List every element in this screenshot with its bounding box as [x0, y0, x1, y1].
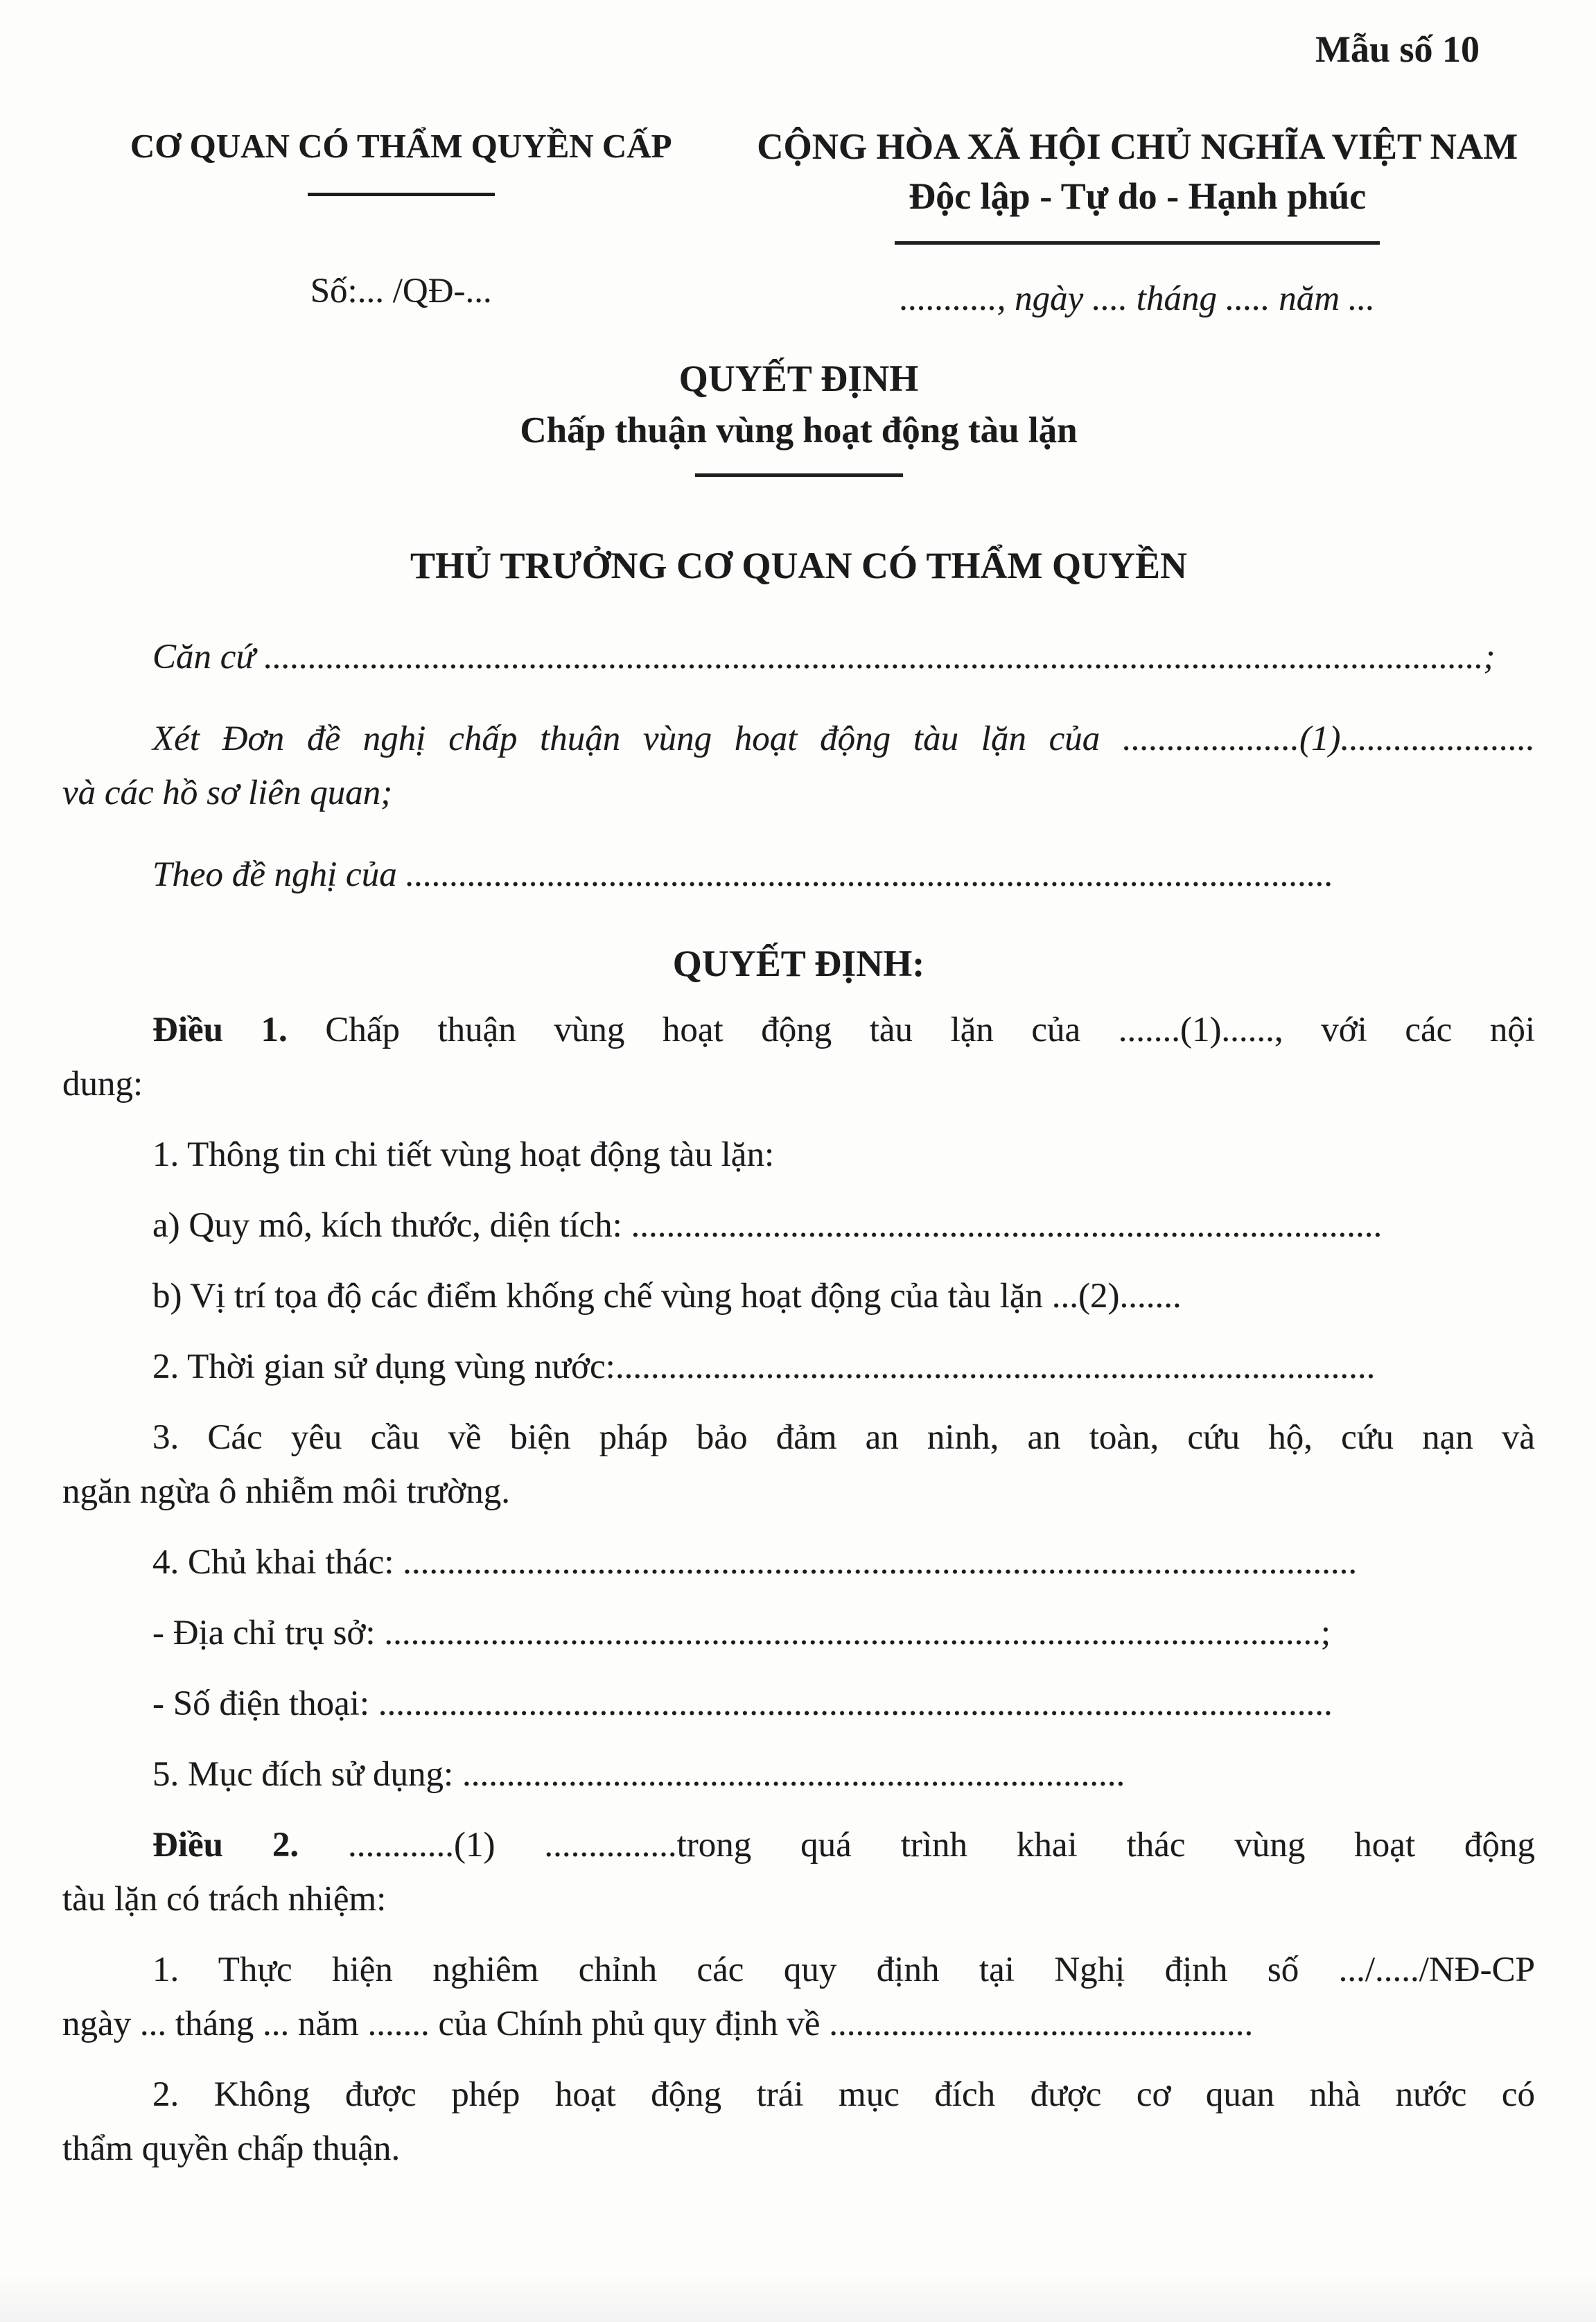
decision-heading: QUYẾT ĐỊNH: — [672, 943, 925, 984]
issuing-authority-block — [62, 125, 740, 321]
preamble — [62, 630, 1535, 902]
body-line: 5. Mục đích sử dụng: ........................................................................... — [152, 1755, 1125, 1794]
preamble-line: và các hồ sơ liên quan; — [62, 774, 393, 812]
preamble-line: Xét Đơn đề nghị chấp thuận vùng hoạt động tàu lặn của ....................(1)...................... — [152, 719, 1535, 758]
national-title: CỘNG HÒA XÃ HỘI CHỦ NGHĨA VIỆT NAM — [757, 127, 1518, 167]
document-title-block — [62, 356, 1535, 477]
article-label: Điều 1. — [152, 1011, 288, 1049]
body-line: 2. Không được phép hoạt động trái mục đích được cơ quan nhà nước có — [152, 2075, 1535, 2114]
issuing-authority-rule — [308, 193, 495, 196]
national-motto: Độc lập - Tự do - Hạnh phúc — [909, 175, 1367, 217]
body-line: 1. Thực hiện nghiêm chỉnh các quy định tại Nghị định số .../...../NĐ-CP — [152, 1950, 1535, 1989]
body-line: Điều 2. ............(1) ...............trong quá trình khai thác vùng hoạt động — [152, 1826, 1535, 1865]
body-line: ngăn ngừa ô nhiễm môi trường. — [62, 1472, 510, 1511]
article-label: Điều 2. — [152, 1826, 299, 1865]
body-line: - Số điện thoại: ............................................................................................................ — [152, 1684, 1333, 1723]
deciding-authority: THỦ TRƯỞNG CƠ QUAN CÓ THẨM QUYỀN — [410, 545, 1188, 586]
document-header — [62, 125, 1535, 321]
body-line: a) Quy mô, kích thước, diện tích: ..................................................................................... — [152, 1206, 1383, 1245]
document-title: QUYẾT ĐỊNH — [678, 358, 919, 399]
document-subtitle: Chấp thuận vùng hoạt động tàu lặn — [520, 410, 1078, 451]
preamble-line: Căn cứ ..........................................................................................................................................; — [152, 638, 1496, 676]
body-line: Điều 1. Chấp thuận vùng hoạt động tàu lặn của .......(1)......, với các nội — [152, 1011, 1535, 1049]
issuing-authority-name: CƠ QUAN CÓ THẨM QUYỀN CẤP — [130, 127, 672, 165]
body-line: ngày ... tháng ... năm ....... của Chính phủ quy định về ................................................ — [62, 2005, 1254, 2043]
body-line: b) Vị trí tọa độ các điểm khống chế vùng hoạt động của tàu lặn ...(2)....... — [152, 1277, 1182, 1316]
place-date-line: ..........., ngày .... tháng ..... năm ... — [900, 279, 1376, 318]
body-line: tàu lặn có trách nhiệm: — [62, 1880, 387, 1919]
national-header-block — [740, 125, 1536, 321]
body-line: dung: — [62, 1065, 143, 1103]
body-line: 3. Các yêu cầu về biện pháp bảo đảm an ninh, an toàn, cứu hộ, cứu nạn và — [152, 1418, 1535, 1457]
motto-rule — [895, 241, 1380, 245]
form-number: Mẫu số 10 — [1315, 28, 1480, 70]
decision-body — [62, 1003, 1535, 2176]
body-line: - Địa chỉ trụ sở: ..........................................................................................................; — [152, 1614, 1331, 1652]
preamble-line: Theo đề nghị của ......................................................................................................... — [152, 855, 1334, 894]
document-number: Số:... /QĐ-... — [310, 272, 492, 311]
body-line: 1. Thông tin chi tiết vùng hoạt động tàu lặn: — [152, 1135, 775, 1174]
body-line: 2. Thời gian sử dụng vùng nước:...................................................................................... — [152, 1347, 1376, 1386]
body-line: 4. Chủ khai thác: ............................................................................................................ — [152, 1543, 1358, 1582]
title-rule — [695, 473, 903, 477]
body-line: thẩm quyền chấp thuận. — [62, 2129, 401, 2168]
